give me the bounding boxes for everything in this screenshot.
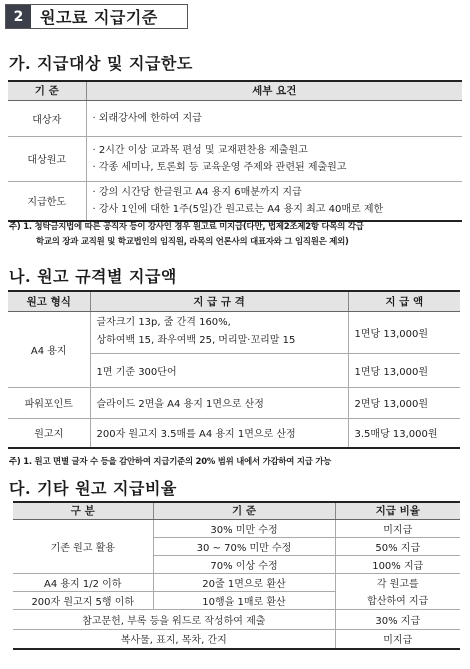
criterion-cell: 70% 이상 수정	[153, 555, 335, 573]
ratio-cell: 합산하여 지급	[335, 591, 460, 609]
table-row	[13, 573, 460, 591]
detail-line: · 외래강사에 한하여 지급	[92, 112, 202, 124]
row-details	[86, 181, 462, 221]
section-number-badge: 2	[6, 5, 31, 28]
detail-line: · 강사 1인에 대한 1주(5일)간 원고료는 A4 용지 최고 40매로 제한	[92, 203, 384, 215]
ratio-cell: 미지급	[335, 629, 460, 649]
table-row	[8, 418, 460, 448]
footnote-a	[9, 219, 364, 249]
footnote-b: 주) 1. 원고 면별 글자 수 등을 감안하여 지급기준의 20% 범위 내에서 가감하여 지급 가능	[9, 456, 332, 466]
subsection-title-c: 다. 기타 원고 지급비율	[9, 479, 177, 498]
criterion-cell: 30% 미만 수정	[153, 519, 335, 537]
row-label: 원고지	[8, 418, 90, 448]
amount-cell: 1면당 13,000원	[348, 311, 460, 353]
spec-cell: 1면 기준 300단어	[90, 353, 348, 387]
spec-line: 글자크기 13p, 줄 간격 160%,	[96, 317, 231, 328]
row-details	[86, 136, 462, 181]
col-header-category: 구 분	[13, 502, 153, 519]
spec-cell	[90, 311, 348, 353]
detail-line: · 강의 시간당 한글원고 A4 용지 6매분까지 지급	[92, 186, 302, 198]
amount-cell: 3.5매당 13,000원	[348, 418, 460, 448]
criterion-cell: 30 ~ 70% 미만 수정	[153, 537, 335, 555]
other-ratio-table	[13, 501, 460, 650]
footnote-line: 주) 1. 청탁금지법에 따른 공직자 등이 강사인 경우 원고료 미지급(다만, 법제2조제2항 다목의 각급	[9, 221, 364, 231]
table-row	[13, 609, 460, 629]
row-label: A4 용지 1/2 이하	[13, 573, 153, 591]
table-row	[13, 519, 460, 537]
subsection-title-a: 가. 지급대상 및 지급한도	[9, 54, 193, 73]
row-label: 참고문헌, 부록 등을 워드로 작성하여 제출	[13, 609, 335, 629]
section-title: 원고료 지급기준	[40, 8, 158, 27]
table-row	[8, 311, 460, 353]
ratio-cell: 100% 지급	[335, 555, 460, 573]
col-header-spec: 지 급 규 격	[90, 291, 348, 311]
table-row	[8, 181, 462, 221]
ratio-cell: 30% 지급	[335, 609, 460, 629]
col-header-amount: 지 급 액	[348, 291, 460, 311]
spec-line: 상하여백 15, 좌우여백 25, 머리말·꼬리말 15	[96, 335, 296, 346]
row-label: 200자 원고지 5행 이하	[13, 591, 153, 609]
section-header	[5, 4, 188, 29]
col-header-criteria: 기 준	[8, 81, 86, 100]
row-label: 대상원고	[8, 136, 86, 181]
detail-line: · 각종 세미나, 토론회 등 교육운영 주제와 관련된 제출원고	[92, 161, 347, 173]
table-row	[13, 591, 460, 609]
spec-cell: 슬라이드 2면을 A4 용지 1면으로 산정	[90, 387, 348, 418]
col-header-format: 원고 형식	[8, 291, 90, 311]
amount-cell: 1면당 13,000원	[348, 353, 460, 387]
row-label: 복사물, 표지, 목차, 간지	[13, 629, 335, 649]
table-row	[8, 387, 460, 418]
criterion-cell: 20줄 1면으로 환산	[153, 573, 335, 591]
row-label: 대상자	[8, 100, 86, 136]
eligibility-table	[8, 80, 462, 222]
row-label: 기존 원고 활용	[13, 519, 153, 573]
table-row	[13, 629, 460, 649]
row-label: 파워포인트	[8, 387, 90, 418]
row-details	[86, 100, 462, 136]
spec-cell: 200자 원고지 3.5매를 A4 용지 1면으로 산정	[90, 418, 348, 448]
col-header-details: 세부 요건	[86, 81, 462, 100]
subsection-title-b: 나. 원고 규격별 지급액	[9, 267, 177, 286]
col-header-criterion: 기 준	[153, 502, 335, 519]
row-label: 지급한도	[8, 181, 86, 221]
criterion-cell: 10행을 1매로 환산	[153, 591, 335, 609]
amount-cell: 2면당 13,000원	[348, 387, 460, 418]
rate-by-format-table	[8, 290, 460, 449]
detail-line: · 2시간 이상 교과목 편성 및 교재편찬용 제출원고	[92, 144, 308, 156]
ratio-cell: 미지급	[335, 519, 460, 537]
row-label: A4 용지	[8, 311, 90, 387]
table-row	[8, 136, 462, 181]
ratio-cell: 각 원고를	[376, 578, 419, 590]
footnote-line: 학교의 장과 교직원 및 학교법인의 임직원, 라목의 언론사의 대표자와 그 임직원은 제외)	[36, 236, 349, 246]
ratio-cell: 50% 지급	[335, 537, 460, 555]
col-header-ratio: 지급 비율	[335, 502, 460, 519]
table-row	[8, 100, 462, 136]
